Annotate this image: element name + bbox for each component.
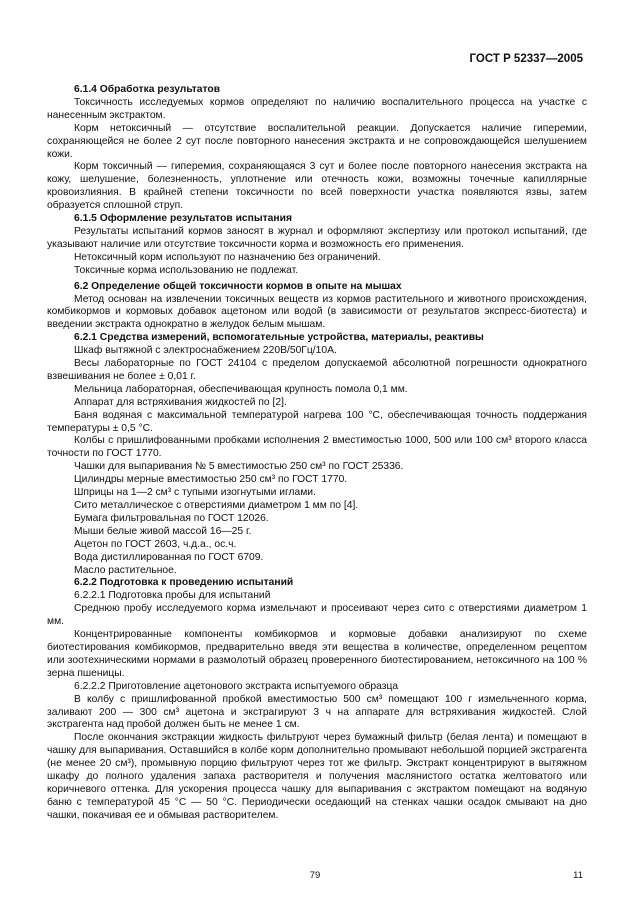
paragraph: В колбу с пришлифованной пробкой вместимостью 500 см³ помещают 100 г измельченного корма, заливают 200 — 300 см³ ацетона и экстрагируют 3 ч на аппарате для встряхивания жидкостей. Слой экстрагента над пробой должен быть не менее 1 см.	[47, 693, 587, 731]
section-heading: 6.2.2 Подготовка к проведению испытаний	[74, 577, 294, 589]
paragraph: Сито металлическое с отверстиями диаметром 1 мм по [4].	[74, 500, 359, 511]
paragraph: Среднюю пробу исследуемого корма измельчают и просеивают через сито с отверстиями диаметром 1 мм.	[47, 603, 587, 628]
paragraph: Концентрированные компоненты комбикормов и кормовые добавки анализируют по схеме биотестирования комбикормов, предварительно введя эти вещества в количестве, определенном рецептом или зоотехническими нормами в размолотый образец проверенного биотестированием, нетоксичного на 100 % зерна пшеницы.	[47, 629, 587, 679]
paragraph: Весы лабораторные по ГОСТ 24104 с пределом допускаемой абсолютной погрешности однократного взвешивания не более ± 0,01 г.	[47, 358, 587, 382]
section-heading: 6.2 Определение общей токсичности кормов в опыте на мышах	[74, 280, 402, 292]
section-heading: 6.1.5 Оформление результатов испытания	[74, 213, 292, 225]
paragraph: Токсичность исследуемых кормов определяют по наличию воспалительного процесса на участке с нанесенным экстрактом.	[47, 96, 587, 121]
paragraph: После окончания экстракции жидкость фильтруют через бумажный фильтр (белая лента) и помещают в чашку для выпаривания. Оставшийся в колбе корм дополнительно промывают небольшой порцией экстрагента (не менее 20 см³), промывную порцию фильтруют через тот же фильтр. Экстракт концентрируют в вытяжном шкафу до полного удаления запаха растворителя и получения маслянистого остатка желтоватого или коричневого оттенка. Для ускорения процесса чашку для выпаривания с экстрактом помещают на водяную баню с температурой 45 °С — 50 °С. Периодически оседающий на стенках чашки осадок смывают на дно чашки, покачивая ее и обмывая растворителем.	[47, 732, 587, 821]
paragraph: Корм нетоксичный — отсутствие воспалительной реакции. Допускается наличие гиперемии, сохраняющейся не более 2 сут после повторного нанесения экстракта и не сопровождающейся шелушением кожи.	[47, 122, 587, 160]
standard-header: ГОСТ Р 52337—2005	[469, 53, 583, 65]
paragraph: Чашки для выпаривания № 5 вместимостью 250 см³ по ГОСТ 25336.	[74, 461, 404, 473]
paragraph: Цилиндры мерные вместимостью 250 см³ по ГОСТ 1770.	[74, 474, 348, 486]
paragraph: Баня водяная с максимальной температурой нагрева 100 °С, обеспечивающая точность поддержания температуры ± 0,5 °С.	[47, 409, 587, 434]
page-number-center: 79	[309, 870, 321, 881]
paragraph: Мельница лабораторная, обеспечивающая крупность помола 0,1 мм.	[74, 383, 408, 395]
paragraph: Шкаф вытяжной с электроснабжением 220В/50Гц/10А.	[74, 345, 337, 357]
paragraph: Ацетон по ГОСТ 2603, ч.д.а., ос.ч.	[74, 538, 237, 550]
document-body	[47, 84, 587, 823]
paragraph: Результаты испытаний кормов заносят в журнал и оформляют экспертизу или протокол испытаний, где указывают наличие или отсутствие токсичности корма и возможность его применения.	[47, 225, 587, 250]
paragraph: Метод основан на извлечении токсичных веществ из кормов растительного и животного происхождения, комбикормов и кормовых добавок ацетоном или водой (в зависимости от результатов экспресс-биотеста) и введении экстракта однократно в желудок белым мышам.	[47, 293, 587, 331]
paragraph: Токсичные корма использованию не подлежат.	[74, 264, 299, 276]
paragraph: Масло растительное.	[74, 564, 177, 576]
paragraph: Мыши белые живой массой 16—25 г.	[74, 525, 252, 537]
page-number-right: 11	[573, 870, 583, 881]
section-heading: 6.1.4 Обработка результатов	[74, 84, 221, 95]
paragraph: Аппарат для встряхивания жидкостей по [2].	[74, 396, 287, 408]
paragraph: Вода дистиллированная по ГОСТ 6709.	[74, 551, 264, 563]
paragraph: Шприцы на 1—2 см³ с тупыми изогнутыми иглами.	[74, 487, 316, 499]
paragraph: Бумага фильтровальная по ГОСТ 12026.	[74, 512, 269, 524]
section-heading: 6.2.1 Средства измерений, вспомогательные устройства, материалы, реактивы	[74, 332, 484, 344]
paragraph: Корм токсичный — гиперемия, сохраняющаяся 3 сут и более после повторного нанесения экстракта на кожу, шелушение, болезненность, уплотнение или отечность кожи, возможны точечные капиллярные кровоизлияния. В крайней степени токсичности по всей поверхности участка появляются язвы, затем образуется сплошной струп.	[47, 161, 587, 212]
paragraph: Нетоксичный корм используют по назначению без ограничений.	[74, 251, 381, 263]
paragraph: 6.2.2.2 Приготовление ацетонового экстракта испытуемого образца	[74, 680, 399, 692]
paragraph: 6.2.2.1 Подготовка пробы для испытаний	[74, 590, 271, 602]
paragraph: Колбы с пришлифованными пробками исполнения 2 вместимостью 1000, 500 или 100 см³ второго класса точности по ГОСТ 1770.	[47, 435, 587, 460]
